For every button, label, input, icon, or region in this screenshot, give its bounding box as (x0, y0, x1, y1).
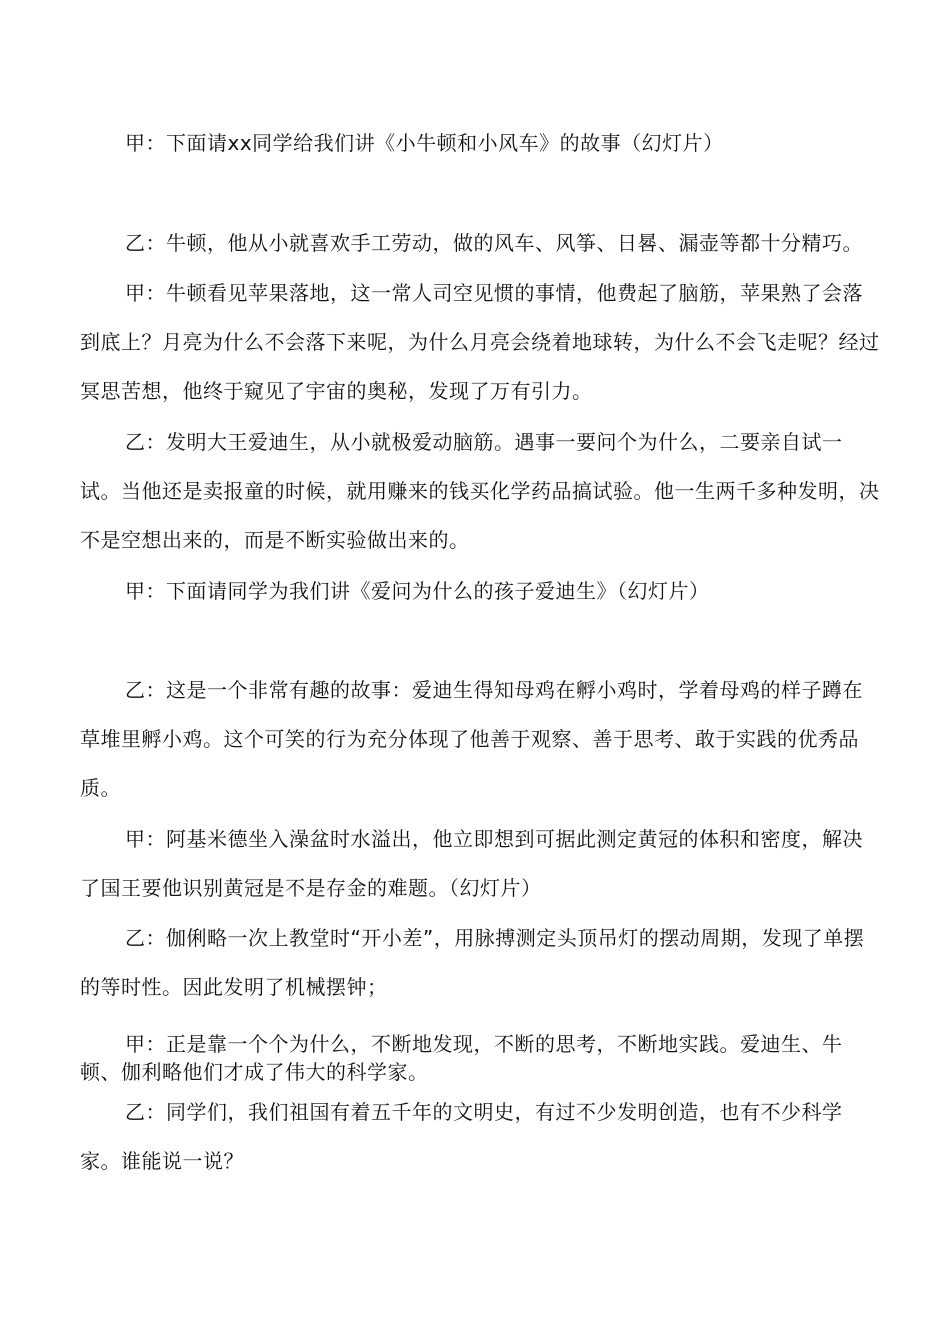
paragraph-5: 甲：下面请同学为我们讲《爱问为什么的孩子爱迪生》（幻灯片） (125, 579, 710, 603)
paragraph-8: 乙：伽俐略一次上教堂时“开小差”，用脉搏测定头顶吊灯的摆动周期，发现了单摆的等时性。因此发明了机械摆钟； (80, 926, 865, 999)
paragraph-10: 乙：同学们，我们祖国有着五千年的文明史，有过不少发明创造，也有不少科学家。谁能说一说？ (80, 1100, 843, 1173)
paragraph-6: 乙：这是一个非常有趣的故事：爱迪生得知母鸡在孵小鸡时，学着母鸡的样子蹲在草堆里孵小鸡。这个可笑的行为充分体现了他善于观察、善于思考、敢于实践的优秀品质。 (80, 678, 863, 800)
paragraph-9: 甲：正是靠一个个为什么，不断地发现，不断的思考，不断地实践。爱迪生、牛顿、伽利略他们才成了伟大的科学家。 (80, 1032, 843, 1084)
paragraph-4: 乙：发明大王爱迪生，从小就极爱动脑筋。遇事一要问个为什么，二要亲自试一试。当他还是卖报童的时候，就用赚来的钱买化学药品搞试验。他一生两千多种发明，决不是空想出来的，而是不断实验做出来的。 (80, 430, 880, 552)
paragraph-2: 乙：牛顿，他从小就喜欢手工劳动，做的风车、风筝、日晷、漏壶等都十分精巧。 (125, 231, 863, 255)
paragraph-7: 甲：阿基米德坐入澡盆时水溢出，他立即想到可据此测定黄冠的体积和密度，解决了国王要他识别黄冠是不是存金的难题。（幻灯片） (80, 827, 863, 900)
paragraph-3: 甲：牛顿看见苹果落地，这一常人司空见惯的事情，他费起了脑筋，苹果熟了会落到底上？月亮为什么不会落下来呢，为什么月亮会绕着地球转，为什么不会飞走呢？经过冥思苦想，他终于窥见了宇宙的奥秘，发现了万有引力。 (80, 281, 880, 403)
paragraph-1: 甲：下面请xx同学给我们讲《小牛顿和小风车》的故事（幻灯片） (125, 131, 724, 155)
